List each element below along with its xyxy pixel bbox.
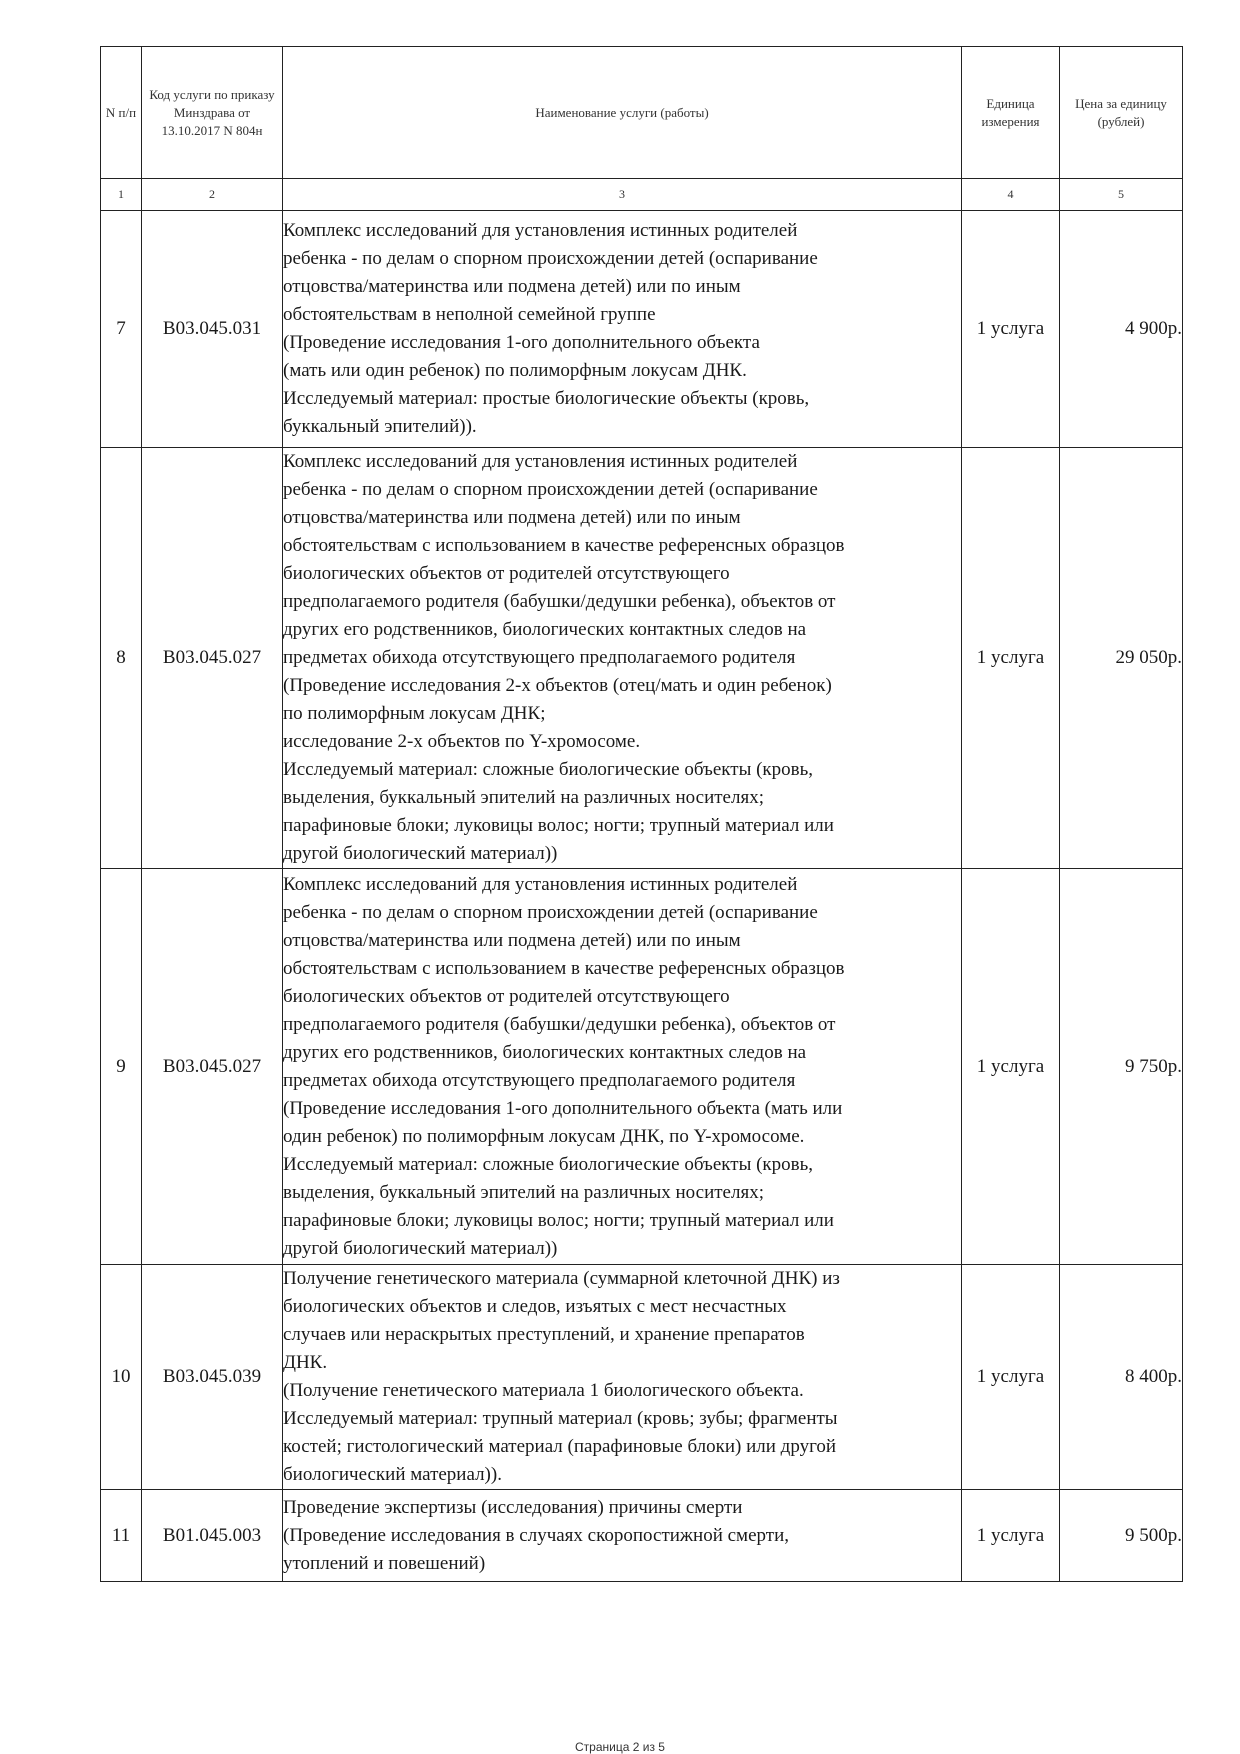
service-name-line: биологических объектов от родителей отсутствующего: [283, 563, 730, 584]
service-name-line: другой биологический материал)): [283, 843, 558, 864]
service-name-line: (Проведение исследования 1-ого дополнительного объекта (мать или: [283, 1097, 843, 1119]
service-code: B03.045.039: [142, 1265, 283, 1490]
service-name: [283, 211, 962, 448]
service-name-line: ребенка - по делам о спорном происхождении детей (оспаривание: [283, 901, 818, 923]
service-name-line: Комплекс исследований для установления истинных родителей: [283, 451, 798, 472]
table-header-row: [101, 47, 1183, 179]
header-service-name: Наименование услуги (работы): [283, 47, 962, 179]
service-name-line: Исследуемый материал: простые биологические объекты (кровь,: [283, 388, 810, 409]
service-code: B03.045.031: [142, 211, 283, 448]
header-service-code: Код услуги по приказу Минздрава от 13.10.2017 N 804н: [142, 47, 283, 179]
service-name-line: биологический материал)).: [283, 1464, 502, 1485]
column-number: 3: [283, 179, 962, 211]
service-name-line: биологических объектов и следов, изъятых с мест несчастных: [283, 1296, 787, 1317]
page-number: Страница 2 из 5: [575, 1740, 665, 1754]
service-name-line: биологических объектов от родителей отсутствующего: [283, 985, 730, 1007]
service-name: [283, 869, 962, 1265]
service-name-line: ДНК.: [283, 1352, 328, 1373]
column-number: 5: [1060, 179, 1183, 211]
unit-price: 9 750р.: [1060, 869, 1183, 1265]
unit-price: 9 500р.: [1060, 1490, 1183, 1582]
service-name-line: буккальный эпителий)).: [283, 416, 477, 437]
service-name: [283, 1265, 962, 1490]
service-name-line: других его родственников, биологических контактных следов на: [283, 619, 807, 640]
unit-price: 8 400р.: [1060, 1265, 1183, 1490]
service-name-line: выделения, буккальный эпителий на различных носителях;: [283, 787, 764, 808]
unit-of-measure: 1 услуга: [962, 1490, 1060, 1582]
service-name-line: Получение генетического материала (суммарной клеточной ДНК) из: [283, 1268, 840, 1289]
service-name-line: Проведение экспертизы (исследования) причины смерти: [283, 1496, 743, 1518]
row-number: 9: [101, 869, 142, 1265]
service-name-line: обстоятельствам с использованием в качестве референсных образцов: [283, 535, 845, 556]
service-name-line: отцовства/материнства или подмена детей) или по иным: [283, 929, 741, 951]
service-name-line: (мать или один ребенок) по полиморфным локусам ДНК.: [283, 360, 747, 381]
row-number: 10: [101, 1265, 142, 1490]
service-name-line: обстоятельствам с использованием в качестве референсных образцов: [283, 957, 845, 979]
service-name-line: утоплений и повешений): [283, 1552, 486, 1574]
header-unit: Единица измерения: [962, 47, 1060, 179]
service-name-line: исследование 2-х объектов по Y-хромосоме.: [283, 731, 641, 752]
service-name-line: парафиновые блоки; луковицы волос; ногти; трупный материал или: [283, 815, 834, 836]
service-name-line: предметах обихода отсутствующего предполагаемого родителя: [283, 1069, 796, 1091]
column-number: 4: [962, 179, 1060, 211]
service-code: B03.045.027: [142, 869, 283, 1265]
service-name-line: костей; гистологический материал (парафиновые блоки) или другой: [283, 1436, 837, 1457]
service-name: [283, 1490, 962, 1582]
service-name-line: обстоятельствам в неполной семейной группе: [283, 304, 656, 325]
unit-of-measure: 1 услуга: [962, 211, 1060, 448]
table-row: [101, 1490, 1183, 1582]
service-code: B03.045.027: [142, 448, 283, 869]
service-name-line: (Проведение исследования 2-х объектов (отец/мать и один ребенок): [283, 675, 832, 696]
service-name-line: (Проведение исследования 1-ого дополнительного объекта: [283, 332, 760, 353]
table-row: [101, 1265, 1183, 1490]
table-row: [101, 869, 1183, 1265]
services-price-table: [100, 46, 1183, 1582]
unit-of-measure: 1 услуга: [962, 1265, 1060, 1490]
service-name-line: предполагаемого родителя (бабушки/дедушки ребенка), объектов от: [283, 1013, 836, 1035]
header-price: Цена за единицу (рублей): [1060, 47, 1183, 179]
service-name-line: один ребенок) по полиморфным локусам ДНК, по Y-хромосоме.: [283, 1125, 805, 1147]
service-name-line: другой биологический материал)): [283, 1237, 558, 1259]
service-name-line: Исследуемый материал: сложные биологические объекты (кровь,: [283, 1153, 814, 1175]
service-name-line: отцовства/материнства или подмена детей) или по иным: [283, 507, 741, 528]
table-row: [101, 211, 1183, 448]
table-body: [101, 211, 1183, 1582]
column-number-row: [101, 179, 1183, 211]
service-name-line: Комплекс исследований для установления истинных родителей: [283, 873, 798, 895]
service-name-line: предполагаемого родителя (бабушки/дедушки ребенка), объектов от: [283, 591, 836, 612]
service-name-line: других его родственников, биологических контактных следов на: [283, 1041, 807, 1063]
service-name-line: парафиновые блоки; луковицы волос; ногти; трупный материал или: [283, 1209, 834, 1231]
column-number: 2: [142, 179, 283, 211]
table-row: [101, 448, 1183, 869]
service-name-line: (Получение генетического материала 1 биологического объекта.: [283, 1380, 804, 1401]
unit-of-measure: 1 услуга: [962, 448, 1060, 869]
row-number: 8: [101, 448, 142, 869]
service-name-line: (Проведение исследования в случаях скоропостижной смерти,: [283, 1524, 789, 1546]
service-name-line: выделения, буккальный эпителий на различных носителях;: [283, 1181, 764, 1203]
service-name-line: по полиморфным локусам ДНК;: [283, 703, 546, 724]
service-name-line: Исследуемый материал: трупный материал (кровь; зубы; фрагменты: [283, 1408, 838, 1429]
service-name-line: предметах обихода отсутствующего предполагаемого родителя: [283, 647, 796, 668]
service-name-line: ребенка - по делам о спорном происхождении детей (оспаривание: [283, 479, 818, 500]
header-number: N п/п: [101, 47, 142, 179]
service-name-line: ребенка - по делам о спорном происхождении детей (оспаривание: [283, 248, 818, 269]
unit-of-measure: 1 услуга: [962, 869, 1060, 1265]
service-name: [283, 448, 962, 869]
service-code: B01.045.003: [142, 1490, 283, 1582]
service-name-line: случаев или нераскрытых преступлений, и хранение препаратов: [283, 1324, 805, 1345]
row-number: 7: [101, 211, 142, 448]
column-number: 1: [101, 179, 142, 211]
unit-price: 4 900р.: [1060, 211, 1183, 448]
unit-price: 29 050р.: [1060, 448, 1183, 869]
service-name-line: отцовства/материнства или подмена детей) или по иным: [283, 276, 741, 297]
row-number: 11: [101, 1490, 142, 1582]
service-name-line: Исследуемый материал: сложные биологические объекты (кровь,: [283, 759, 814, 780]
service-name-line: Комплекс исследований для установления истинных родителей: [283, 220, 798, 241]
